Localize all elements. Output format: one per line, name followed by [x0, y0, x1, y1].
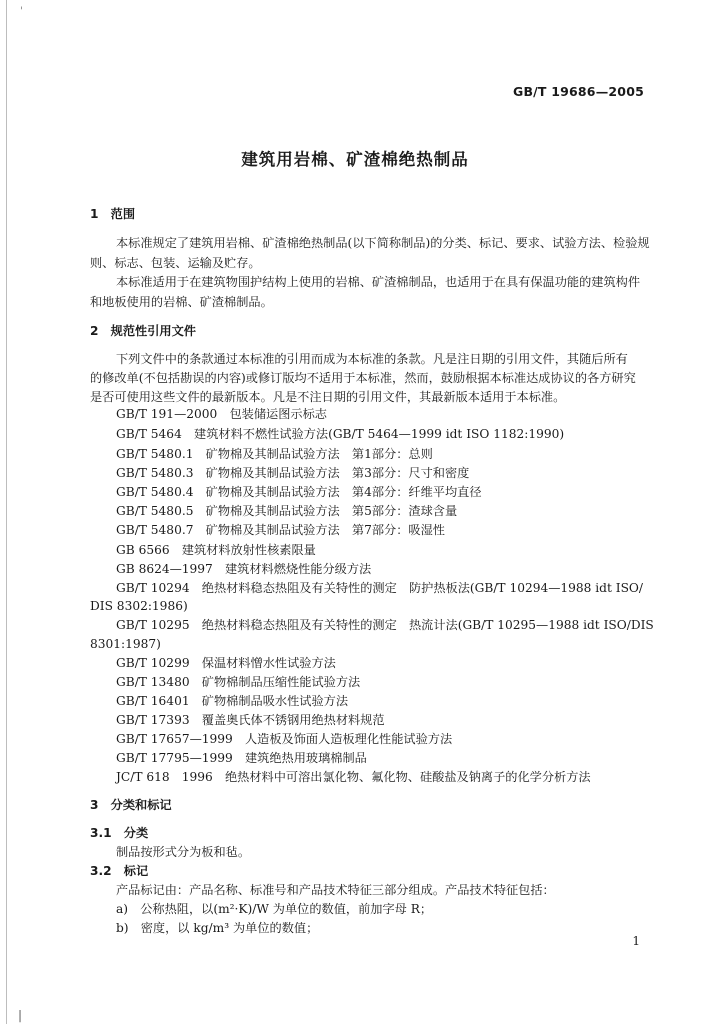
- reference-item: GB/T 191—2000 包装储运图示标志: [116, 407, 327, 421]
- page-number: 1: [632, 934, 640, 948]
- reference-item: GB/T 16401 矿物棉制品吸水性试验方法: [116, 694, 349, 708]
- paragraph-line: 制品按形式分为板和毡。: [116, 845, 251, 859]
- paragraph-line: 下列文件中的条款通过本标准的引用而成为本标准的条款。凡是注日期的引用文件，其随后所有: [116, 352, 628, 366]
- paragraph-line: 则、标志、包装、运输及贮存。: [90, 256, 261, 270]
- reference-item: GB/T 5480.1 矿物棉及其制品试验方法 第1部分：总则: [116, 447, 433, 461]
- paragraph-line: 是否可使用这些文件的最新版本。凡是不注日期的引用文件，其最新版本适用于本标准。: [90, 390, 566, 404]
- reference-item-continued: DIS 8302:1986): [90, 599, 188, 613]
- subsection-3-1-heading: 3.1 分类: [90, 826, 149, 840]
- standard-number: GB/T 19686—2005: [512, 84, 644, 99]
- reference-item: GB/T 10294 绝热材料稳态热阻及有关特性的测定 防护热板法(GB/T 10294—1988 idt ISO/: [116, 581, 644, 595]
- reference-item: GB/T 5480.5 矿物棉及其制品试验方法 第5部分：渣球含量: [116, 504, 458, 518]
- reference-item: GB/T 17795—1999 建筑绝热用玻璃棉制品: [116, 751, 367, 765]
- paragraph-line: 的修改单(不包括勘误的内容)或修订版均不适用于本标准，然而，鼓励根据本标准达成协议的各方研究: [90, 371, 636, 385]
- reference-item: GB/T 10299 保温材料憎水性试验方法: [116, 656, 336, 670]
- reference-item: GB/T 5464 建筑材料不燃性试验方法(GB/T 5464—1999 idt ISO 1182:1990): [116, 427, 565, 441]
- subsection-3-2-heading: 3.2 标记: [90, 864, 149, 878]
- paragraph-line: 产品标记由：产品名称、标准号和产品技术特征三部分组成。产品技术特征包括：: [116, 883, 555, 897]
- reference-item: GB/T 13480 矿物棉制品压缩性能试验方法: [116, 675, 361, 689]
- section-1-heading: 1 范围: [90, 207, 136, 221]
- paragraph-line: 本标准适用于在建筑物围护结构上使用的岩棉、矿渣棉制品，也适用于在具有保温功能的建筑构件: [116, 275, 641, 289]
- reference-item: GB/T 5480.3 矿物棉及其制品试验方法 第3部分：尺寸和密度: [116, 466, 470, 480]
- document-title: 建筑用岩棉、矿渣棉绝热制品: [241, 150, 469, 169]
- reference-item: GB 8624—1997 建筑材料燃烧性能分级方法: [116, 562, 372, 576]
- reference-item: JC/T 618 1996 绝热材料中可溶出氯化物、氟化物、硅酸盐及钠离子的化学分析方法: [116, 770, 591, 784]
- reference-item-continued: 8301:1987): [90, 637, 161, 651]
- paragraph-line: 本标准规定了建筑用岩棉、矿渣棉绝热制品(以下简称制品)的分类、标记、要求、试验方法、检验规: [116, 236, 650, 250]
- section-3-heading: 3 分类和标记: [90, 798, 172, 812]
- section-2-heading: 2 规范性引用文件: [90, 324, 196, 338]
- reference-item: GB/T 5480.7 矿物棉及其制品试验方法 第7部分：吸湿性: [116, 523, 445, 537]
- reference-item: GB/T 17393 覆盖奥氏体不锈钢用绝热材料规范: [116, 713, 385, 727]
- scan-mark-top: ': [20, 6, 23, 17]
- reference-item: GB/T 5480.4 矿物棉及其制品试验方法 第4部分：纤维平均直径: [116, 485, 482, 499]
- list-item: b) 密度，以 kg/m³ 为单位的数值；: [116, 921, 319, 935]
- list-item: a) 公称热阻，以(m²·K)/W 为单位的数值，前加字母 R；: [116, 902, 433, 916]
- reference-item: GB/T 10295 绝热材料稳态热阻及有关特性的测定 热流计法(GB/T 10295—1988 idt ISO/DIS: [116, 618, 654, 632]
- reference-item: GB 6566 建筑材料放射性核素限量: [116, 543, 316, 557]
- paragraph-line: 和地板使用的岩棉、矿渣棉制品。: [90, 295, 273, 309]
- reference-item: GB/T 17657—1999 人造板及饰面人造板理化性能试验方法: [116, 732, 453, 746]
- scan-mark-bottom: |: [18, 1008, 23, 1022]
